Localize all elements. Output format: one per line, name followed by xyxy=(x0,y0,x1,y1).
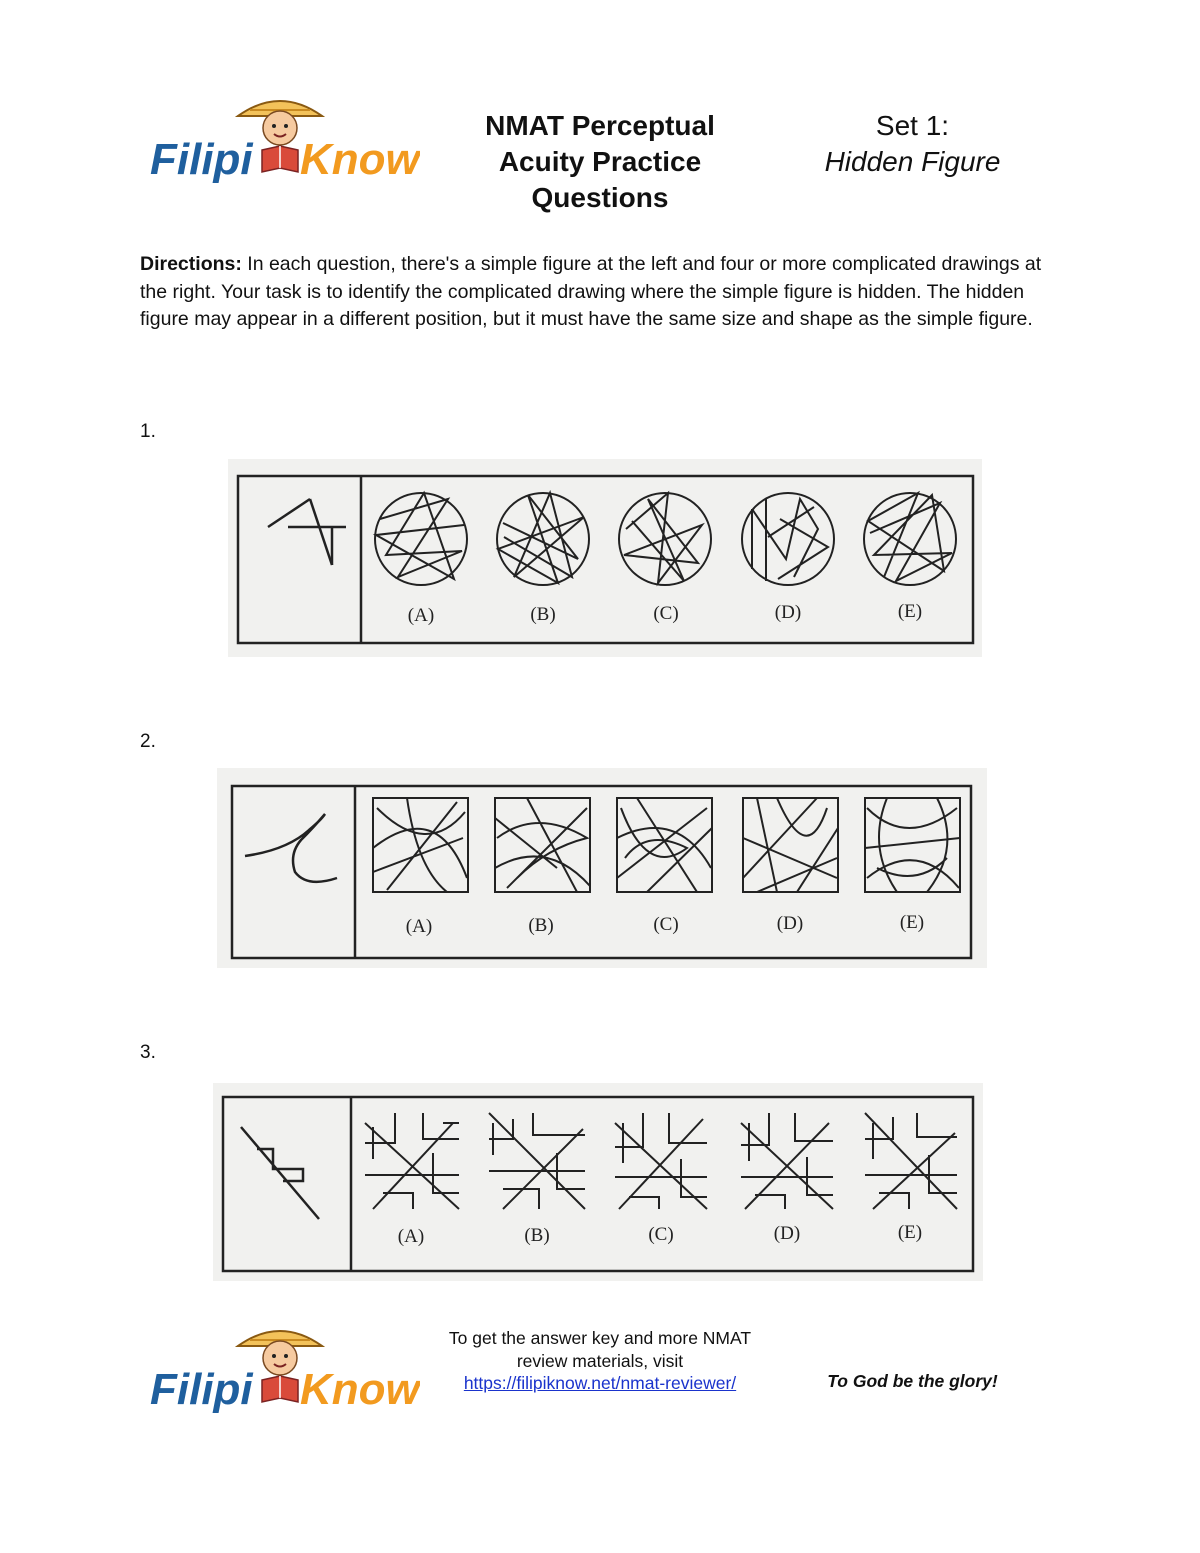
q2-option-d-figure xyxy=(743,798,838,892)
q3-option-b-figure xyxy=(489,1113,585,1209)
q3-option-a[interactable]: (A) xyxy=(397,1226,425,1247)
set-name: Hidden Figure xyxy=(824,146,1001,177)
q1-option-b[interactable]: (B) xyxy=(530,604,556,625)
page-title: NMAT Perceptual Acuity Practice Questions xyxy=(485,110,715,213)
q1-option-b-figure xyxy=(497,493,589,585)
footer-info xyxy=(440,1327,760,1395)
question-number: 1. xyxy=(140,421,156,442)
q2-option-a-figure xyxy=(373,798,468,892)
q3-option-b[interactable]: (B) xyxy=(524,1225,550,1246)
question-1-panel xyxy=(228,459,982,657)
q2-option-b-figure xyxy=(495,798,590,892)
q1-option-a-figure xyxy=(375,493,467,585)
question-2-panel xyxy=(217,768,987,968)
reviewer-link[interactable]: https://filipiknow.net/nmat-reviewer/ xyxy=(463,1373,737,1393)
q3-option-c[interactable]: (C) xyxy=(648,1224,674,1245)
q1-option-c[interactable]: (C) xyxy=(653,603,679,624)
q3-option-c-figure xyxy=(615,1113,707,1209)
q1-option-a[interactable]: (A) xyxy=(407,605,435,626)
directions xyxy=(140,251,1070,334)
q2-option-b[interactable]: (B) xyxy=(528,915,554,936)
filipiknow-logo xyxy=(150,88,420,198)
q1-option-e[interactable]: (E) xyxy=(897,601,923,622)
filipiknow-footer-logo xyxy=(150,1318,420,1428)
logo-text-right: Know xyxy=(300,1365,420,1414)
simple-figure-2 xyxy=(245,814,337,882)
logo-text-left: Filipi xyxy=(150,135,253,184)
q2-option-a[interactable]: (A) xyxy=(405,916,433,937)
q3-option-a-figure xyxy=(365,1113,459,1209)
q1-option-e-figure xyxy=(864,493,956,585)
footer-tagline: To God be the glory! xyxy=(827,1371,998,1391)
q1-option-c-figure xyxy=(619,493,711,585)
question-number: 3. xyxy=(140,1042,156,1063)
simple-figure-1 xyxy=(268,499,346,565)
directions-label: Directions: xyxy=(140,253,242,275)
logo-text-right: Know xyxy=(300,135,420,184)
q1-option-d[interactable]: (D) xyxy=(774,602,802,623)
simple-figure-3 xyxy=(241,1127,319,1219)
footer-line: To get the answer key and more NMAT review materials, visit xyxy=(448,1328,752,1371)
question-3-panel xyxy=(213,1083,983,1281)
q1-option-d-figure xyxy=(742,493,834,585)
directions-text: In each question, there's a simple figure at the left and four or more complicated drawings at the right. Your task is to identify the complicated drawing where the simple figure is hidden. The hidden figure may appear in a different position, but it must have the same size and shape as the simple figure. xyxy=(140,253,1042,330)
q3-option-e-figure xyxy=(865,1113,957,1209)
set-label: Set 1: xyxy=(875,110,950,141)
q3-option-d-figure xyxy=(741,1113,833,1209)
q2-option-c-figure xyxy=(617,798,712,892)
question-number: 2. xyxy=(140,731,156,752)
q2-option-d[interactable]: (D) xyxy=(776,913,804,934)
q3-option-d[interactable]: (D) xyxy=(773,1223,801,1244)
q2-option-e[interactable]: (E) xyxy=(899,912,925,933)
q2-option-c[interactable]: (C) xyxy=(653,914,679,935)
logo-text-left: Filipi xyxy=(150,1365,253,1414)
q2-option-e-figure xyxy=(865,798,960,892)
set-heading xyxy=(800,108,1025,180)
q3-option-e[interactable]: (E) xyxy=(897,1222,923,1243)
